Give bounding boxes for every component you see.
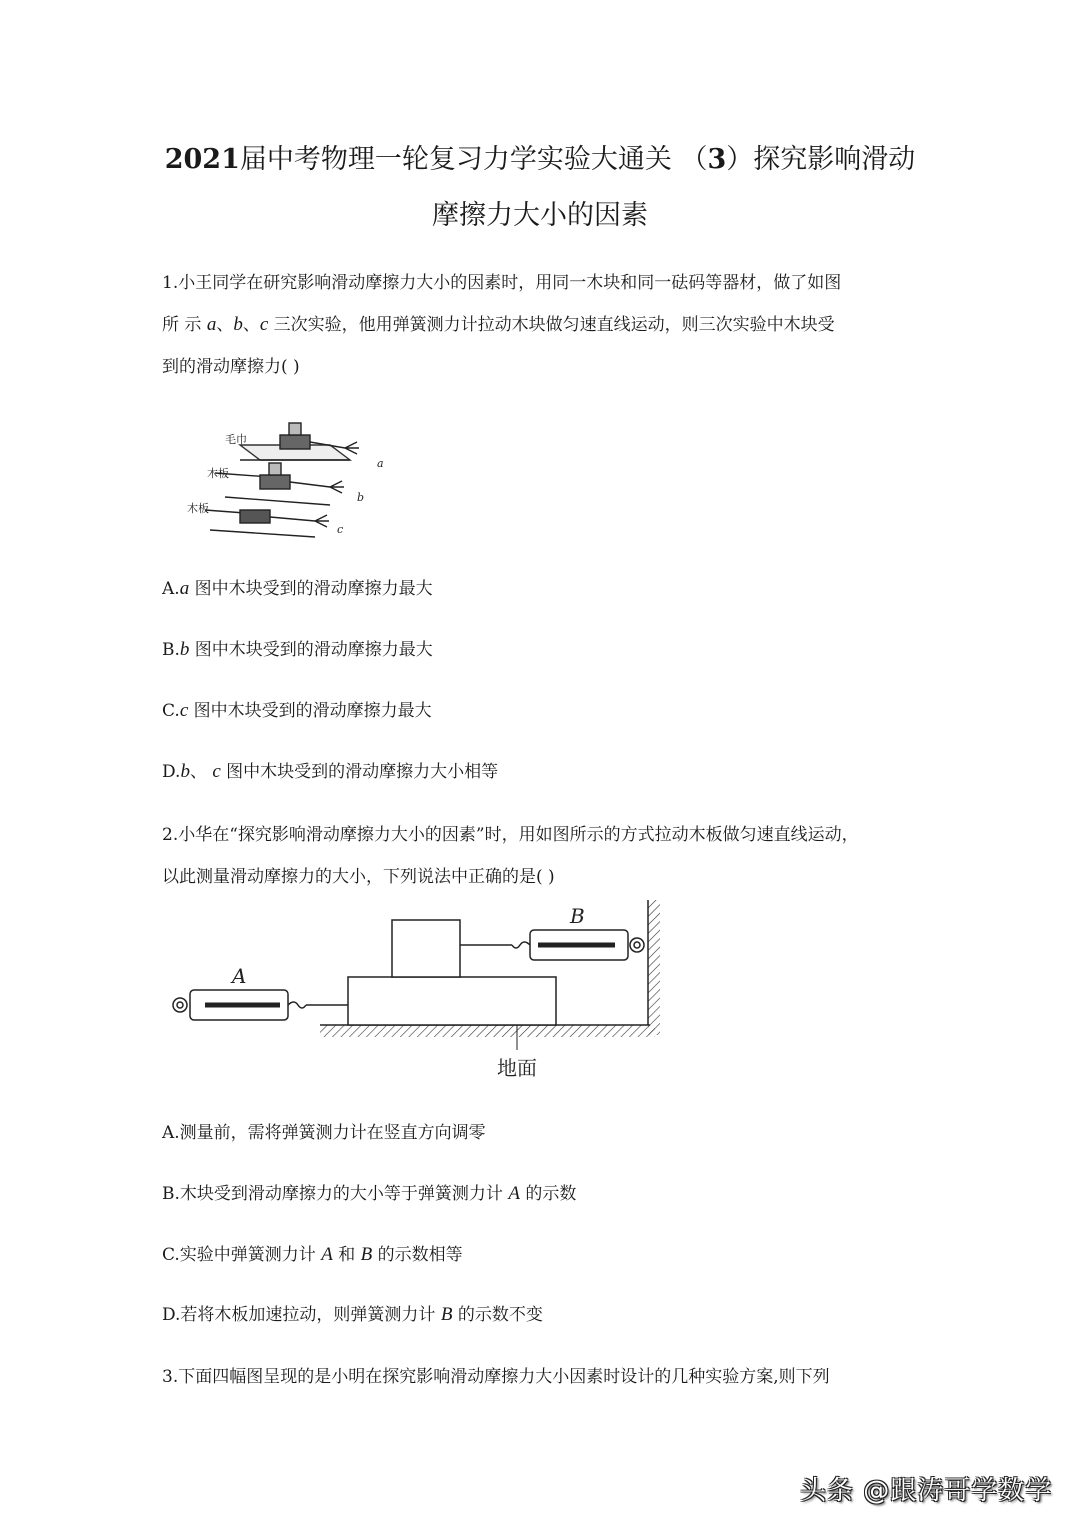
var-a: a (206, 314, 217, 335)
option-text: 的示数相等 (372, 1245, 463, 1265)
label-scale-a: A (232, 964, 247, 988)
option-text: 图中木块受到的滑动摩擦力最大 (189, 579, 433, 599)
label-towel: 毛巾 (225, 433, 247, 446)
option-var: A (508, 1183, 520, 1204)
tag-b: b (357, 491, 365, 504)
title-number: 3 (707, 144, 727, 175)
q1-line2 (162, 304, 922, 346)
figure-spring-scales (160, 895, 670, 1090)
label-ground: 地面 (497, 1056, 537, 1080)
q1-text: 所 示 (162, 315, 202, 335)
option-prefix: C. (162, 701, 180, 721)
q2-option-c[interactable] (162, 1240, 463, 1270)
option-var: b (179, 639, 190, 660)
var-c: c (259, 314, 269, 335)
tag-c: c (337, 523, 344, 536)
document-title-line1 (150, 130, 930, 190)
option-text: 图中木块受到的滑动摩擦力最大 (189, 640, 433, 660)
q1-line3: 到的滑动摩擦力( ) (162, 357, 300, 377)
option-prefix: D. (162, 762, 181, 782)
option-text: 的示数不变 (452, 1305, 543, 1325)
option-var: a (179, 578, 190, 599)
question-2-stem (162, 814, 922, 898)
tag-a: a (377, 457, 384, 470)
q2-option-b[interactable] (162, 1179, 576, 1209)
question-3-stem (162, 1356, 922, 1398)
q3-line1: 3.下面四幅图呈现的是小明在探究影响滑动摩擦力大小因素时设计的几种实验方案,则下列 (162, 1367, 830, 1387)
q2-line2: 以此测量滑动摩擦力的大小，下列说法中正确的是( ) (162, 867, 555, 887)
option-text: 图中木块受到的滑动摩擦力大小相等 (220, 762, 499, 782)
option-text: 图中木块受到的滑动摩擦力最大 (188, 701, 432, 721)
option-var: c (179, 700, 189, 721)
sep: 、 (216, 315, 234, 335)
option-text: 和 (332, 1245, 361, 1265)
option-var2: c (212, 761, 221, 782)
label-scale-b: B (570, 904, 585, 928)
question-1-stem (162, 262, 922, 388)
document-title-line2: 摩擦力大小的因素 (432, 200, 648, 231)
var-b: b (233, 314, 243, 335)
option-var2: B (360, 1244, 373, 1265)
title-text: 届中考物理一轮复习力学实验大通关 （ (239, 144, 708, 175)
option-text: D.若将木板加速拉动，则弹簧测力计 (162, 1305, 441, 1325)
option-prefix: B. (162, 640, 180, 660)
option-text: 的示数 (519, 1184, 577, 1204)
figure-friction-experiments (185, 415, 395, 545)
sep: 、 (242, 315, 260, 335)
q1-option-d[interactable] (162, 757, 498, 787)
q1-text: 三次实验，他用弹簧测力计拉动木块做匀速直线运动，则三次实验中木块受 (268, 315, 835, 335)
q1-line1: 1.小王同学在研究影响滑动摩擦力大小的因素时，用同一木块和同一砝码等器材，做了如图 (162, 273, 842, 293)
q1-option-a[interactable] (162, 574, 433, 604)
option-sep: 、 (189, 762, 213, 782)
option-var: B (440, 1304, 453, 1325)
label-board-c: 木板 (187, 502, 209, 515)
q2-line1: 2.小华在“探究影响滑动摩擦力大小的因素”时，用如图所示的方式拉动木板做匀速直线运动， (162, 825, 859, 845)
watermark: 头条 @跟涛哥学数学 (800, 1476, 1053, 1506)
option-text: C.实验中弹簧测力计 (162, 1245, 322, 1265)
q1-option-c[interactable] (162, 696, 432, 726)
title-year: 2021 (164, 144, 240, 175)
option-var: b (180, 761, 190, 782)
title-tail: ）探究影响滑动 (726, 144, 916, 175)
option-var: A (321, 1244, 333, 1265)
q1-option-b[interactable] (162, 635, 433, 665)
q2-option-a[interactable] (162, 1118, 486, 1148)
option-text: B.木块受到滑动摩擦力的大小等于弹簧测力计 (162, 1184, 509, 1204)
q2-option-d[interactable] (162, 1300, 543, 1330)
label-board-b: 木板 (207, 467, 229, 480)
option-prefix: A. (162, 579, 180, 599)
option-text: A.测量前，需将弹簧测力计在竖直方向调零 (162, 1123, 486, 1143)
